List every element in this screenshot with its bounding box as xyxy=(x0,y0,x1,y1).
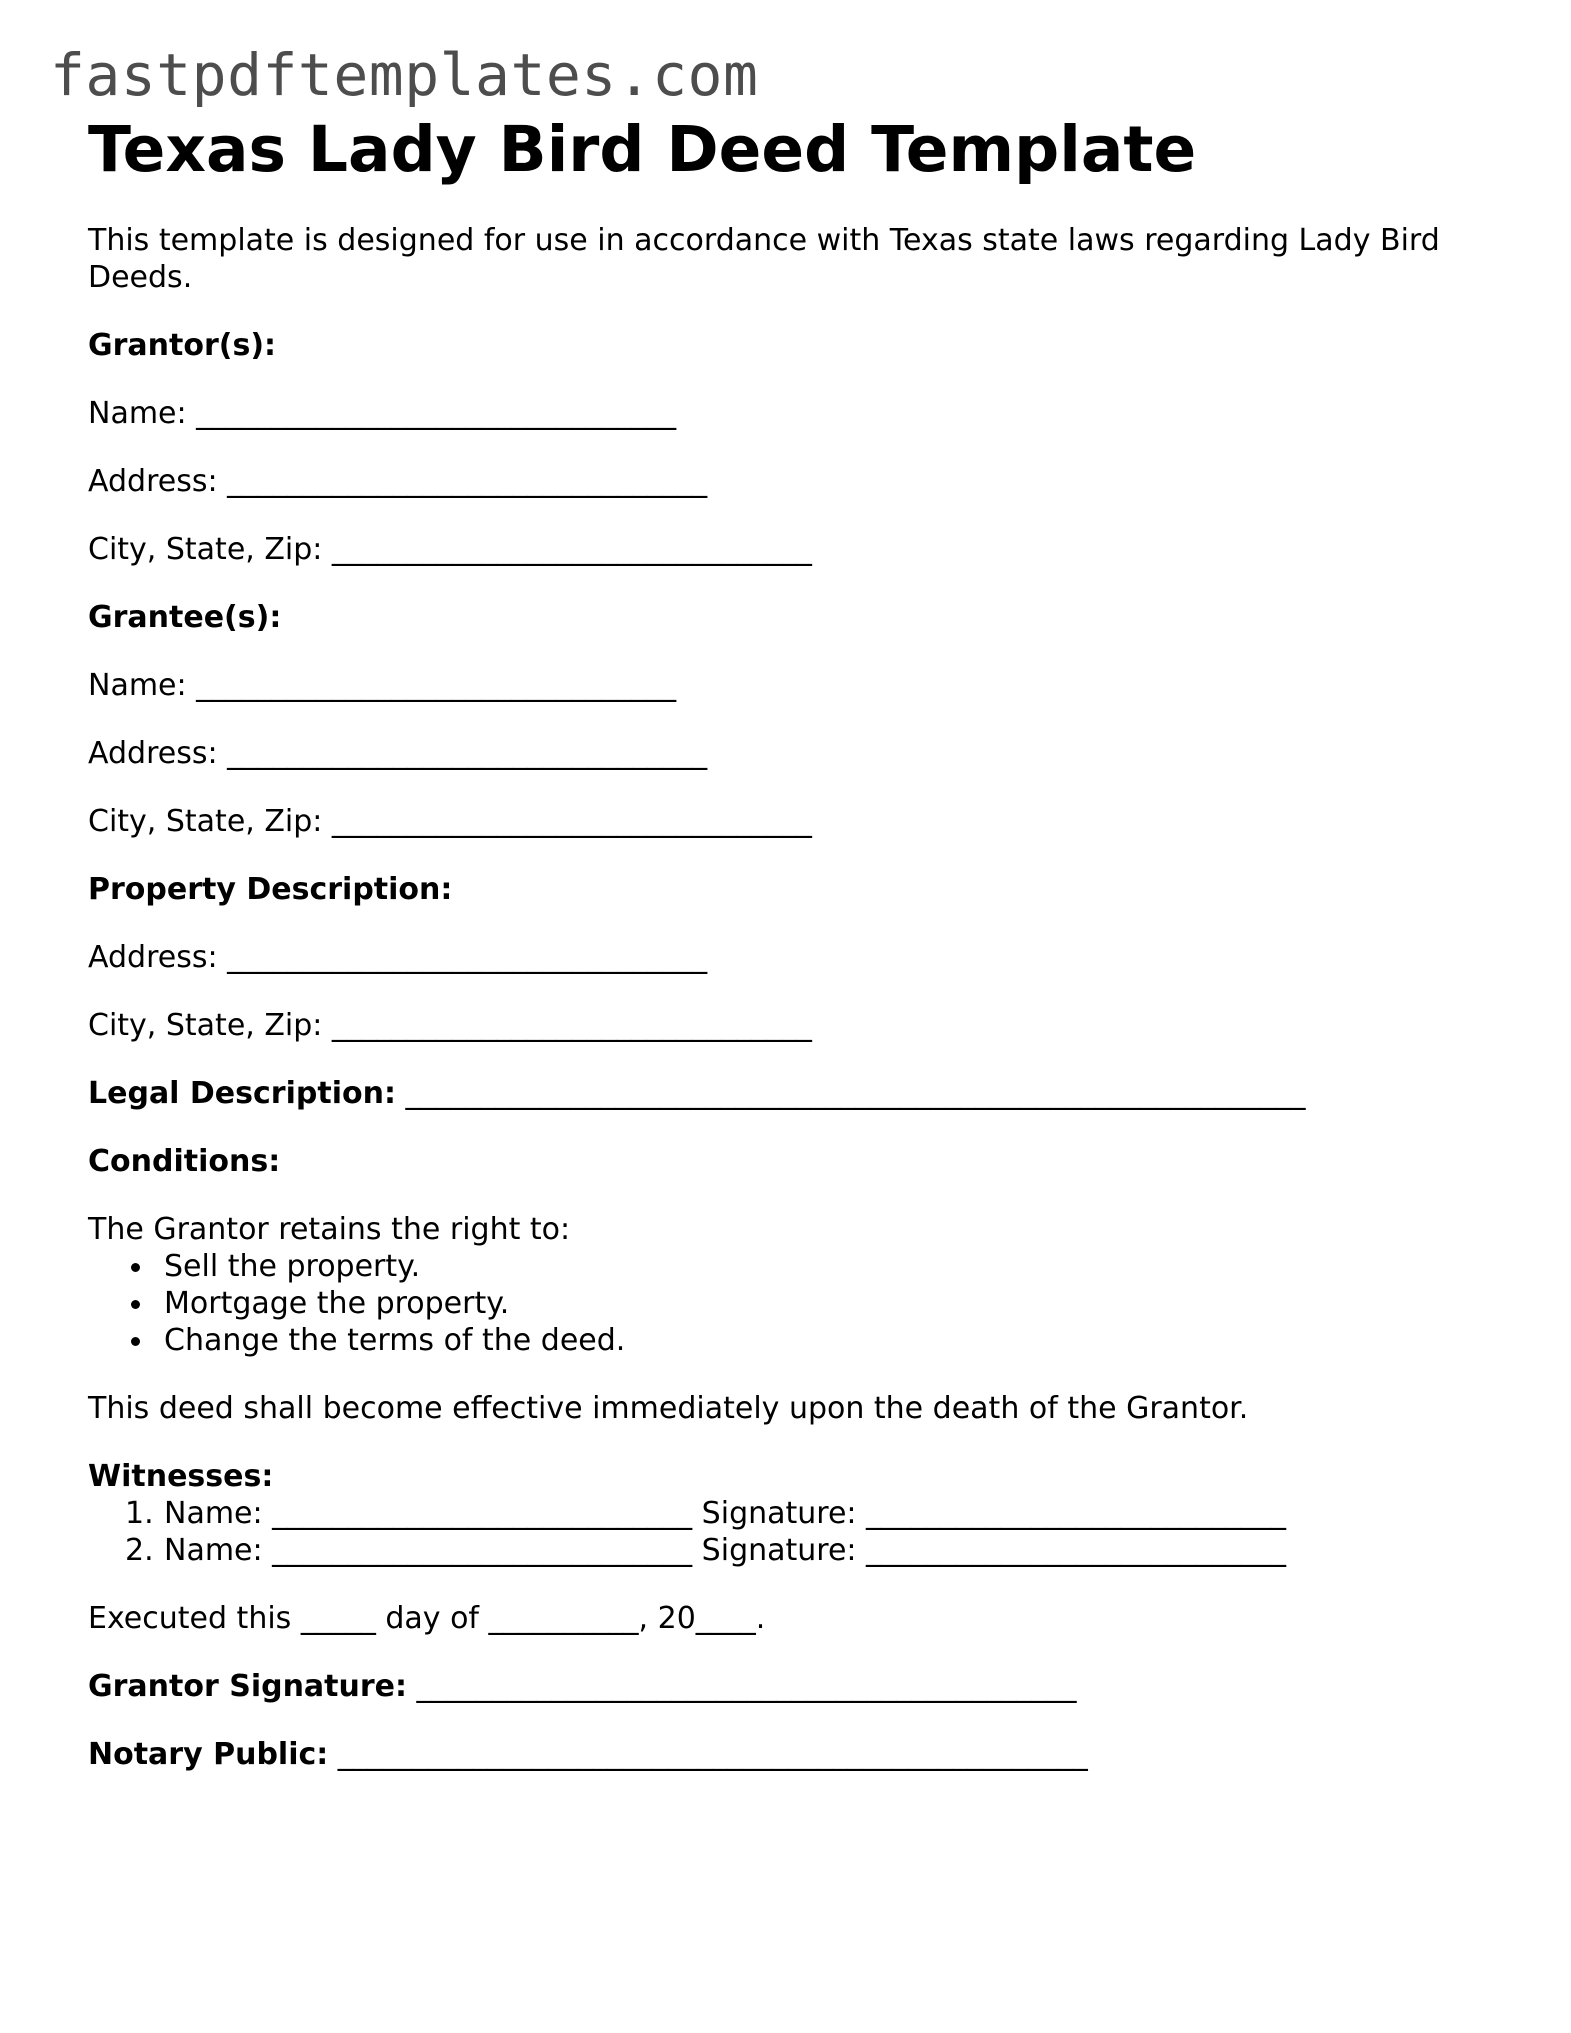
grantor-signature-line: ____________________________________________ xyxy=(407,1669,1077,1704)
grantor-signature-label: Grantor Signature: xyxy=(88,1669,408,1704)
grantee-heading: Grantee(s): xyxy=(88,600,282,635)
grantee-address-field: Address: ________________________________ xyxy=(88,736,708,771)
grantor-city-field: City, State, Zip: ________________________________ xyxy=(88,532,812,567)
document xyxy=(88,112,1508,1773)
notary-line: __________________________________________________ xyxy=(328,1737,1088,1772)
witness-row xyxy=(88,1495,1508,1532)
grantor-name-field: Name: ________________________________ xyxy=(88,396,677,431)
witness-row xyxy=(88,1532,1508,1569)
intro-paragraph: This template is designed for use in accordance with Texas state laws regarding Lady Bird Deeds. xyxy=(88,223,1440,295)
legal-description-label: Legal Description: xyxy=(88,1076,396,1111)
witness-fields: Name: ____________________________ Signature: ____________________________ xyxy=(164,1496,1287,1531)
property-address-field: Address: ________________________________ xyxy=(88,940,708,975)
notary-label: Notary Public: xyxy=(88,1737,329,1772)
conditions-heading: Conditions: xyxy=(88,1144,281,1179)
property-city-field: City, State, Zip: ________________________________ xyxy=(88,1008,812,1043)
grantee-name-field: Name: ________________________________ xyxy=(88,668,677,703)
page-title: Texas Lady Bird Deed Template xyxy=(88,113,1197,186)
list-item-text: Change the terms of the deed. xyxy=(164,1323,626,1358)
witnesses-heading: Witnesses: xyxy=(88,1459,274,1494)
grantee-city-field: City, State, Zip: ________________________________ xyxy=(88,804,812,839)
effective-statement: This deed shall become effective immediately upon the death of the Grantor. xyxy=(88,1391,1249,1426)
notary-field xyxy=(88,1736,1508,1773)
list-item-text: Sell the property. xyxy=(164,1249,421,1284)
witnesses-list xyxy=(88,1495,1508,1569)
list-item xyxy=(88,1285,1508,1322)
bullet-icon xyxy=(131,1337,140,1346)
legal-description-field xyxy=(88,1075,1508,1112)
witness-number: 1. xyxy=(125,1496,154,1531)
witness-number: 2. xyxy=(125,1533,154,1568)
list-item xyxy=(88,1248,1508,1285)
conditions-intro: The Grantor retains the right to: xyxy=(88,1212,571,1247)
property-heading: Property Description: xyxy=(88,872,453,907)
grantor-heading: Grantor(s): xyxy=(88,328,277,363)
witness-fields: Name: ____________________________ Signature: ____________________________ xyxy=(164,1533,1287,1568)
watermark: fastpdftemplates.com xyxy=(50,41,759,109)
executed-line: Executed this _____ day of __________, 20____. xyxy=(88,1601,766,1636)
conditions-list xyxy=(88,1248,1508,1359)
grantor-address-field: Address: ________________________________ xyxy=(88,464,708,499)
list-item-text: Mortgage the property. xyxy=(164,1286,510,1321)
bullet-icon xyxy=(131,1300,140,1309)
list-item xyxy=(88,1322,1508,1359)
bullet-icon xyxy=(131,1263,140,1272)
legal-description-line: ____________________________________________________________ xyxy=(395,1076,1306,1111)
grantor-signature-field xyxy=(88,1668,1508,1705)
